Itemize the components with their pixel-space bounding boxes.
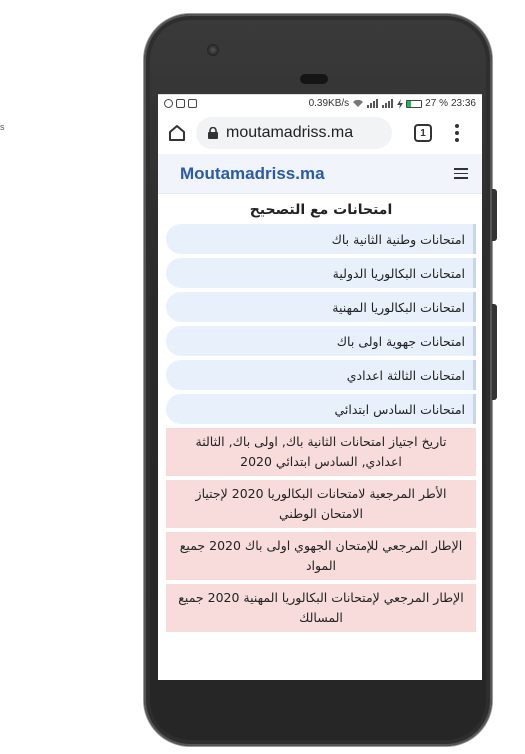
volume-button — [492, 304, 497, 400]
nav-item[interactable]: امتحانات البكالوريا المهنية — [166, 292, 476, 322]
phone-frame — [144, 14, 492, 746]
highlight-item[interactable]: الأطر المرجعية لامتحانات البكالوريا 2020 لإجتياز الامتحان الوطني — [166, 480, 476, 528]
clock: 23:36 — [450, 98, 476, 109]
site-header — [158, 154, 482, 194]
whatsapp-icon — [164, 99, 173, 108]
gallery-icon — [188, 99, 197, 108]
nav-item[interactable]: امتحانات جهوية اولى باك — [166, 326, 476, 356]
tab-switcher-button[interactable]: 1 — [414, 124, 432, 142]
battery-percent: 27 % — [425, 98, 448, 109]
hamburger-menu-icon[interactable] — [454, 168, 468, 179]
status-right — [309, 98, 476, 109]
page-title: امتحانات مع التصحيح — [249, 202, 393, 218]
nav-item[interactable]: امتحانات البكالوريا الدولية — [166, 258, 476, 288]
signal-icon-2 — [382, 99, 394, 108]
nav-item[interactable]: امتحانات الثالثة اعدادي — [166, 360, 476, 390]
home-icon[interactable] — [166, 122, 188, 144]
url-text: moutamadriss.ma — [226, 124, 354, 141]
earpiece-speaker — [300, 74, 328, 84]
signal-icon — [367, 99, 379, 108]
site-logo[interactable]: Moutamadriss.ma — [180, 163, 325, 183]
highlight-item[interactable]: الإطار المرجعي للإمتحان الجهوي اولى باك 2020 جميع المواد — [166, 532, 476, 580]
charging-icon — [397, 99, 403, 109]
battery-icon — [406, 100, 422, 108]
side-text: s — [0, 122, 5, 132]
highlight-list — [166, 428, 476, 632]
nav-item[interactable]: امتحانات وطنية الثانية باك — [166, 224, 476, 254]
front-camera — [207, 44, 219, 56]
network-speed: 0.39KB/s — [308, 98, 350, 109]
highlight-item[interactable]: الإطار المرجعي لإمتحانات البكالوريا المهنية 2020 جميع المسالك — [166, 584, 476, 632]
phone-screen — [158, 94, 482, 680]
status-bar — [158, 94, 482, 112]
nav-list — [166, 224, 476, 424]
battery-level — [407, 101, 411, 107]
status-left-icons — [164, 99, 197, 108]
wifi-icon — [352, 99, 364, 108]
power-button — [492, 189, 497, 241]
overflow-menu-icon[interactable] — [454, 124, 460, 142]
nav-item[interactable]: امتحانات السادس ابتدائي — [166, 394, 476, 424]
instagram-icon — [176, 99, 185, 108]
main-content — [158, 194, 482, 632]
highlight-item[interactable]: تاريخ اجتياز امتحانات الثانية باك, اولى باك, الثالثة اعدادي, السادس ابتدائي 2020 — [166, 428, 476, 476]
browser-toolbar — [158, 112, 482, 154]
address-bar[interactable] — [196, 117, 392, 149]
lock-icon — [208, 127, 218, 139]
